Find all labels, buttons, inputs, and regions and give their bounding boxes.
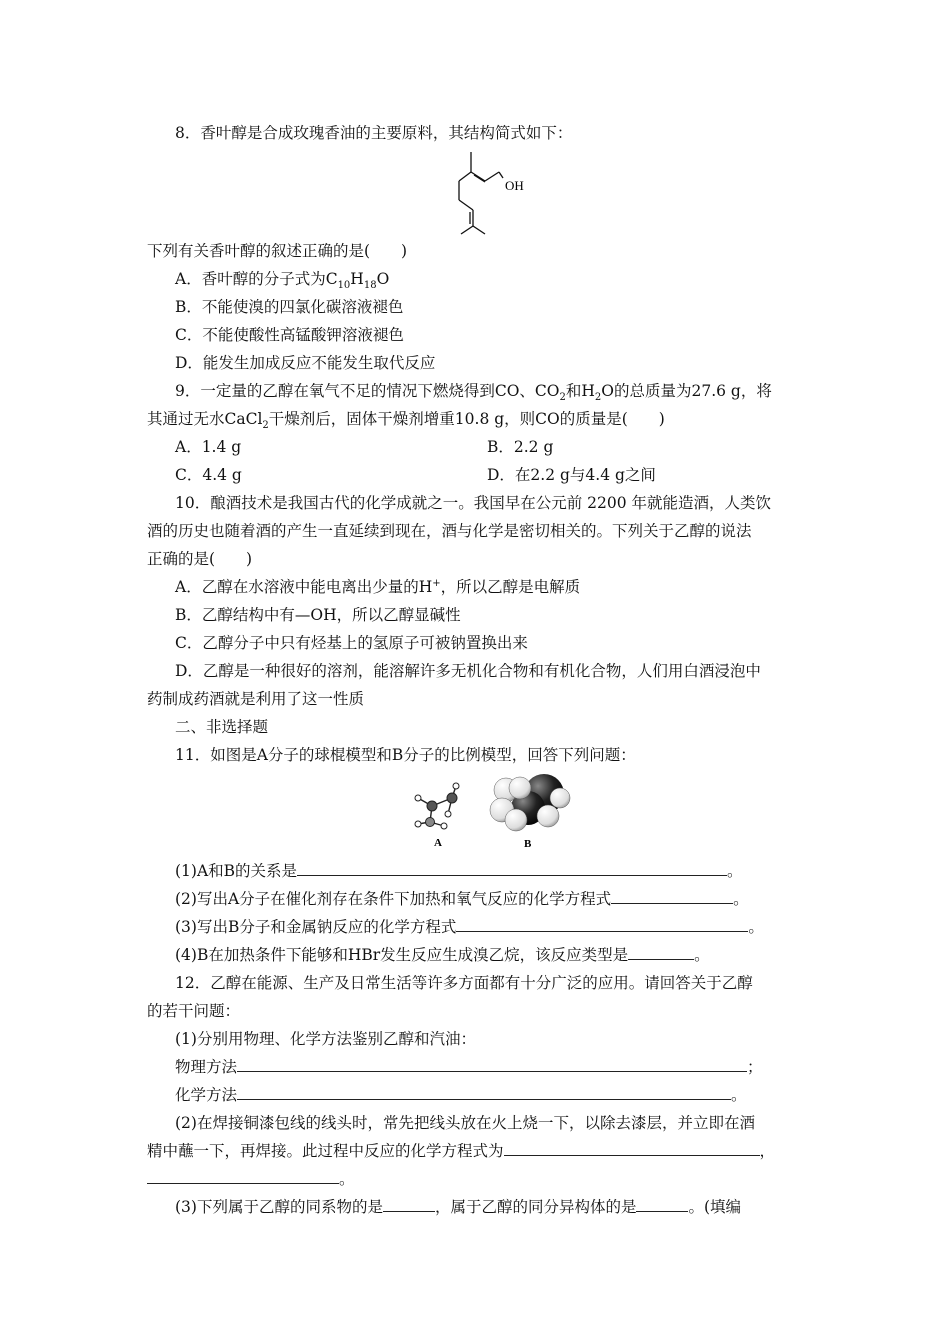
q11-part4-text: (4)B在加热条件下能够和HBr发生反应生成溴乙烷，该反应类型是 [175, 946, 629, 964]
space-filling-model-b [486, 770, 572, 850]
q12-line2: 的若干问题： [147, 1002, 241, 1020]
q10-option-a-post: ，所以乙醇是电解质 [440, 578, 581, 596]
q12-physical-method [175, 1056, 763, 1078]
q11-part2-end: 。 [733, 890, 749, 908]
q10-option-c: C．乙醇分子中只有烃基上的氢原子可被钠置换出来 [175, 634, 528, 652]
q11-part1-text: (1)A和B的关系是 [175, 862, 298, 880]
q9-line1 [175, 380, 772, 402]
oh-label: OH [505, 178, 524, 193]
answer-blank[interactable] [636, 1197, 688, 1212]
q10-line1: 10．酿酒技术是我国古代的化学成就之一。我国早在公元前 2200 年就能造酒，人类饮 [175, 494, 772, 512]
q8-option-a-h: H [350, 270, 364, 288]
q12-part2-line3 [147, 1168, 355, 1190]
q12-part2-line2-end: ， [759, 1142, 776, 1160]
q12-chemical-label: 化学方法 [175, 1086, 238, 1104]
q8-option-a-o: O [376, 270, 390, 288]
q8-option-c: C．不能使酸性高锰酸钾溶液褪色 [175, 326, 404, 344]
q11-part4 [175, 944, 710, 966]
q12-part2-line3-end: 。 [339, 1170, 355, 1188]
q9-option-c: C．4.4 g [175, 466, 242, 484]
q11-part3-text: (3)写出B分子和金属钠反应的化学方程式 [175, 918, 457, 936]
q9-line2-b: 干燥剂后，固体干燥剂增重10.8 g，则CO的质量是( ) [268, 410, 665, 428]
q9-option-a: A．1.4 g [175, 438, 242, 456]
q10-option-d-line2: 药制成药酒就是利用了这一性质 [147, 690, 365, 708]
q11-part3-end: 。 [748, 918, 764, 936]
q10-option-a-pre: A．乙醇在水溶液中能电离出少量的H [175, 578, 433, 596]
q10-line2: 酒的历史也随着酒的产生一直延续到现在，酒与化学是密切相关的。下列关于乙醇的说法 [147, 522, 752, 540]
answer-blank[interactable] [237, 1085, 731, 1100]
q9-line2-sub: 2 [262, 420, 269, 432]
q8-question: 下列有关香叶醇的叙述正确的是( ) [147, 242, 408, 260]
q10-option-d-line1: D．乙醇是一种很好的溶剂，能溶解许多无机化合物和有机化合物，人们用白酒浸泡中 [175, 662, 761, 680]
answer-blank[interactable] [611, 889, 733, 904]
answer-blank[interactable] [628, 945, 694, 960]
answer-blank[interactable] [456, 917, 748, 932]
q9-line1-b: 和H [565, 382, 595, 400]
answer-blank[interactable] [147, 1169, 339, 1184]
q11-part1 [175, 860, 743, 882]
q9-option-d: D．在2.2 g与4.4 g之间 [487, 466, 656, 484]
q8-stem: 8．香叶醇是合成玫瑰香油的主要原料，其结构简式如下： [175, 124, 573, 142]
q12-chemical-end: 。 [731, 1086, 747, 1104]
answer-blank[interactable] [504, 1141, 760, 1156]
q12-part3 [175, 1196, 741, 1218]
q11-part2 [175, 888, 749, 910]
q9-line2 [147, 408, 665, 430]
q12-part2-line2 [147, 1140, 775, 1162]
q12-part3-end: 。(填编 [688, 1198, 742, 1216]
model-b-label: B [524, 838, 532, 850]
q11-part3 [175, 916, 764, 938]
q11-stem: 11．如图是A分子的球棍模型和B分子的比例模型，回答下列问题： [175, 746, 636, 764]
q9-line1-sub2: 2 [594, 392, 602, 404]
q12-part1: (1)分别用物理、化学方法鉴别乙醇和汽油： [175, 1030, 476, 1048]
ball-stick-model-a [408, 776, 468, 848]
q12-line1: 12．乙醇在能源、生产及日常生活等许多方面都有十分广泛的应用。请回答关于乙醇 [175, 974, 753, 992]
q10-line3: 正确的是( ) [147, 550, 253, 568]
geraniol-structure-diagram [455, 148, 535, 236]
section-heading: 二、非选择题 [175, 718, 269, 736]
q12-physical-label: 物理方法 [175, 1058, 238, 1076]
q10-option-a-sup: + [432, 577, 441, 589]
q9-line1-sub1: 2 [559, 392, 566, 404]
q8-option-a-sub2: 18 [363, 280, 377, 292]
q11-part1-end: 。 [727, 862, 743, 880]
q10-option-b: B．乙醇结构中有—OH，所以乙醇显碱性 [175, 606, 461, 624]
q11-part4-end: 。 [694, 946, 710, 964]
q9-line1-c: O的总质量为27.6 g，将 [601, 382, 772, 400]
q10-option-a [175, 576, 580, 598]
q9-line1-a: 9．一定量的乙醇在氧气不足的情况下燃烧得到CO、CO [175, 382, 560, 400]
answer-blank[interactable] [297, 861, 727, 876]
q12-part3-text: (3)下列属于乙醇的同系物的是 [175, 1198, 383, 1216]
answer-blank[interactable] [237, 1057, 747, 1072]
q8-option-b: B．不能使溴的四氯化碳溶液褪色 [175, 298, 404, 316]
q8-option-a [175, 268, 389, 290]
q8-option-a-sub1: 10 [337, 280, 351, 292]
q8-option-d: D．能发生加成反应不能发生取代反应 [175, 354, 436, 372]
q12-part3-mid: ，属于乙醇的同分异构体的是 [434, 1198, 637, 1216]
q9-line2-a: 其通过无水CaCl [147, 410, 263, 428]
model-a-label: A [434, 837, 442, 848]
q12-physical-end: ； [747, 1058, 763, 1076]
q11-part2-text: (2)写出A分子在催化剂存在条件下加热和氧气反应的化学方程式 [175, 890, 612, 908]
q9-option-b: B．2.2 g [487, 438, 554, 456]
answer-blank[interactable] [383, 1197, 435, 1212]
q8-option-a-text: A．香叶醇的分子式为C [175, 270, 338, 288]
q12-chemical-method [175, 1084, 747, 1106]
q12-part2-line2-text: 精中蘸一下，再焊接。此过程中反应的化学方程式为 [147, 1142, 504, 1160]
q12-part2-line1: (2)在焊接铜漆包线的线头时，常先把线头放在火上烧一下，以除去漆层，并立即在酒 [175, 1114, 755, 1132]
